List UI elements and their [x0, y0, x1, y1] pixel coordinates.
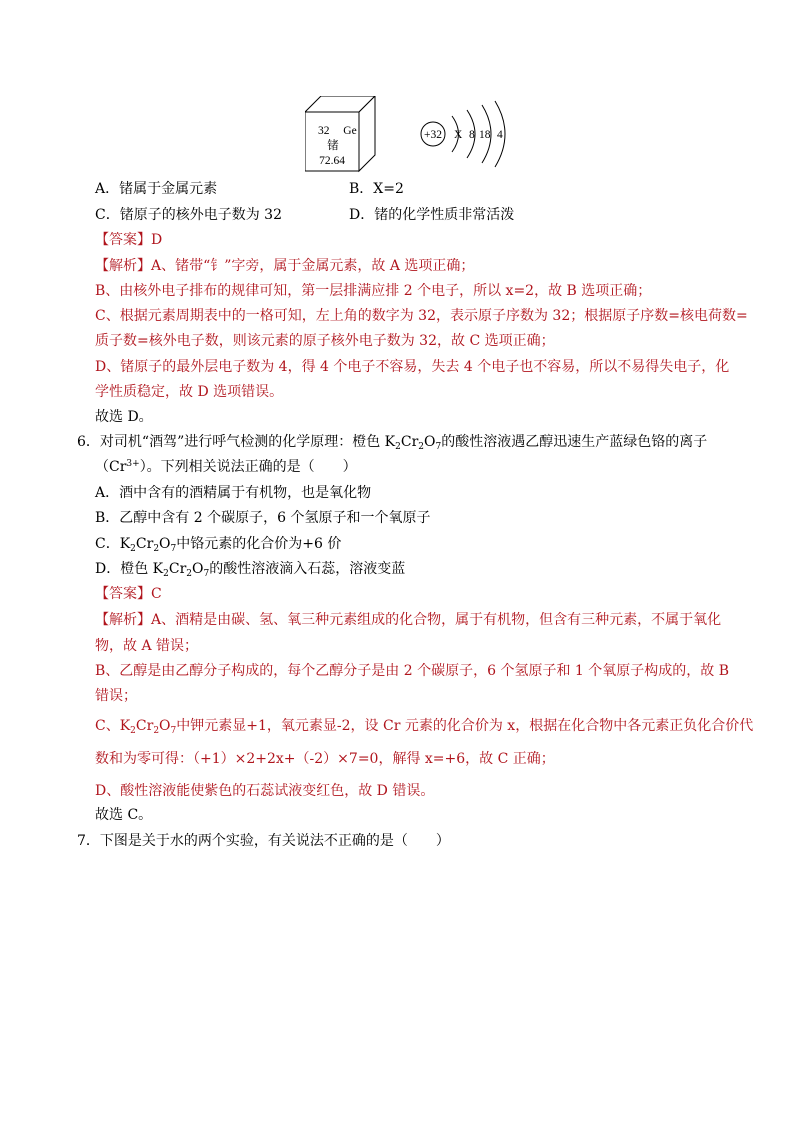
q6-stem-line-1	[77, 432, 707, 452]
q6-conclusion: 故选 C。	[95, 807, 153, 823]
germanium-figure	[305, 96, 515, 176]
q6-option-d	[95, 559, 405, 579]
q5-answer	[95, 230, 162, 250]
q6-analysis-line-1	[95, 610, 721, 630]
q5-analysis-line-6: 学性质稳定，故 D 选项错误。	[95, 384, 284, 400]
q6-answer-label: 【答案】	[95, 586, 151, 602]
element-cell	[305, 96, 375, 171]
q6-stem-text-f: ）。下列相关说法正确的是（ ）	[139, 459, 357, 475]
q5-answer-value: D	[151, 232, 163, 248]
q6-analysis-text-1: A、酒精是由碳、氢、氧三种元素组成的化合物，属于有机物，但含有三种元素，不属于氧化	[151, 612, 722, 628]
q6-analysis-line-4: 错误；	[95, 688, 137, 704]
q6-option-c-text-a: C．K	[95, 536, 131, 552]
q6-option-d-text-d: 的酸性溶液滴入石蕊，溶液变蓝	[209, 561, 406, 577]
q6-stem-sub-7: 7	[435, 442, 442, 452]
element-name: 锗	[327, 140, 339, 152]
q6-analysis-line-2: 物，故 A 错误；	[95, 638, 199, 654]
q6-analysis-text-5b: Cr	[135, 718, 154, 734]
q6-answer	[95, 584, 162, 604]
q6-stem-text-c: O	[424, 434, 436, 450]
q6-stem-line-2	[95, 457, 357, 477]
element-symbol: Ge	[343, 125, 357, 137]
q6-option-c-sub-2a: 2	[130, 544, 136, 554]
q6-stem-sub-2b: 2	[418, 442, 425, 452]
q6-stem-sub-2a: 2	[395, 442, 401, 452]
element-mass: 72.64	[319, 155, 345, 167]
q5-analysis-line-2: B、由核外电子排布的规律可知，第一层排满应排 2 个电子，所以 x=2，故 B 选项正确；	[95, 283, 652, 299]
atom-structure	[421, 101, 505, 167]
q6-option-d-sub-7: 7	[203, 569, 210, 579]
q6-option-d-text-c: O	[192, 561, 204, 577]
q6-analysis-line-5	[95, 716, 753, 736]
q6-option-d-sub-2a: 2	[163, 569, 169, 579]
q6-analysis-line-7: D、酸性溶液能使紫色的石蕊试液变红色，故 D 错误。	[95, 783, 435, 799]
q5-answer-label: 【答案】	[95, 232, 151, 248]
q6-analysis-line-6: 数和为零可得：（+1）×2+2x+（-2）×7=0，解得 x=+6，故 C 正确；	[95, 751, 555, 767]
q6-stem-sup: 3+	[126, 459, 140, 469]
q6-option-c-text-c: O	[159, 536, 171, 552]
q5-analysis-line-4: 质子数=核外电子数，则该元素的原子核外电子数为 32，故 C 选项正确；	[95, 333, 555, 349]
shell-count-3: 18	[479, 129, 491, 141]
q5-analysis-line-3: C、根据元素周期表中的一格可知，左上角的数字为 32，表示原子序数为 32；根据原子序数=核电荷数=	[95, 308, 748, 324]
q6-stem-text-b: Cr	[400, 434, 419, 450]
q6-option-b: B．乙醇中含有 2 个碳原子，6 个氢原子和一个氧原子	[95, 510, 431, 526]
q5-conclusion: 故选 D。	[95, 409, 153, 425]
q6-option-c-text-d: 中铬元素的化合价为+6 价	[176, 536, 342, 552]
shell-count-2: 8	[469, 129, 475, 141]
q5-analysis-label: 【解析】	[95, 258, 151, 274]
q5-analysis-text-1: A、锗带“钅”字旁，属于金属元素，故 A 选项正确；	[151, 258, 475, 274]
q6-option-a: A．酒中含有的酒精属于有机物，也是氧化物	[95, 485, 372, 501]
shell-count-1: X	[454, 129, 463, 141]
q6-option-c	[95, 534, 341, 554]
q6-stem-text-d: 的酸性溶液遇乙醇迅速生产蓝绿色铬的离子	[441, 434, 708, 450]
q6-analysis-text-5d: 中钾元素显+1，氧元素显-2，设 Cr 元素的化合价为 x，根据在化合物中各元素正负化合价代	[176, 718, 754, 734]
q6-analysis-text-5c: O	[159, 718, 171, 734]
q5-option-b: B．X=2	[349, 181, 404, 197]
q6-analysis-sub-7: 7	[170, 726, 177, 736]
q6-option-d-text-a: D．橙色 K	[95, 561, 164, 577]
q6-answer-value: C	[151, 586, 162, 602]
germanium-figure-svg	[305, 96, 515, 176]
q6-analysis-label: 【解析】	[95, 612, 151, 628]
q6-stem-text-e: （Cr	[95, 459, 127, 475]
q6-analysis-text-5a: C、K	[95, 718, 131, 734]
q5-option-c: C．锗原子的核外电子数为 32	[95, 207, 282, 223]
q5-option-a: A．锗属于金属元素	[95, 181, 218, 197]
q5-analysis-line-1	[95, 256, 474, 276]
q5-option-d: D．锗的化学性质非常活泼	[349, 207, 515, 223]
q6-option-c-text-b: Cr	[135, 536, 154, 552]
q6-stem-text-a: 6．对司机“酒驾”进行呼气检测的化学原理：橙色 K	[77, 434, 396, 450]
q6-option-d-text-b: Cr	[168, 561, 187, 577]
q6-analysis-sub-2b: 2	[153, 726, 160, 736]
q6-option-d-sub-2b: 2	[186, 569, 193, 579]
q6-option-c-sub-7: 7	[170, 544, 177, 554]
q6-analysis-line-3: B、乙醇是由乙醇分子构成的，每个乙醇分子是由 2 个碳原子，6 个氢原子和 1 个氧原子构成的，故 B	[95, 663, 729, 679]
element-number: 32	[318, 125, 330, 137]
q5-analysis-line-5: D、锗原子的最外层电子数为 4，得 4 个电子不容易，失去 4 个电子也不容易，所以不易得失电子，化	[95, 359, 730, 375]
nucleus-charge: +32	[424, 129, 442, 141]
q6-option-c-sub-2b: 2	[153, 544, 160, 554]
q6-analysis-sub-2a: 2	[130, 726, 136, 736]
q7-stem: 7．下图是关于水的两个实验，有关说法不正确的是（ ）	[77, 833, 450, 849]
shell-count-4: 4	[497, 129, 503, 141]
